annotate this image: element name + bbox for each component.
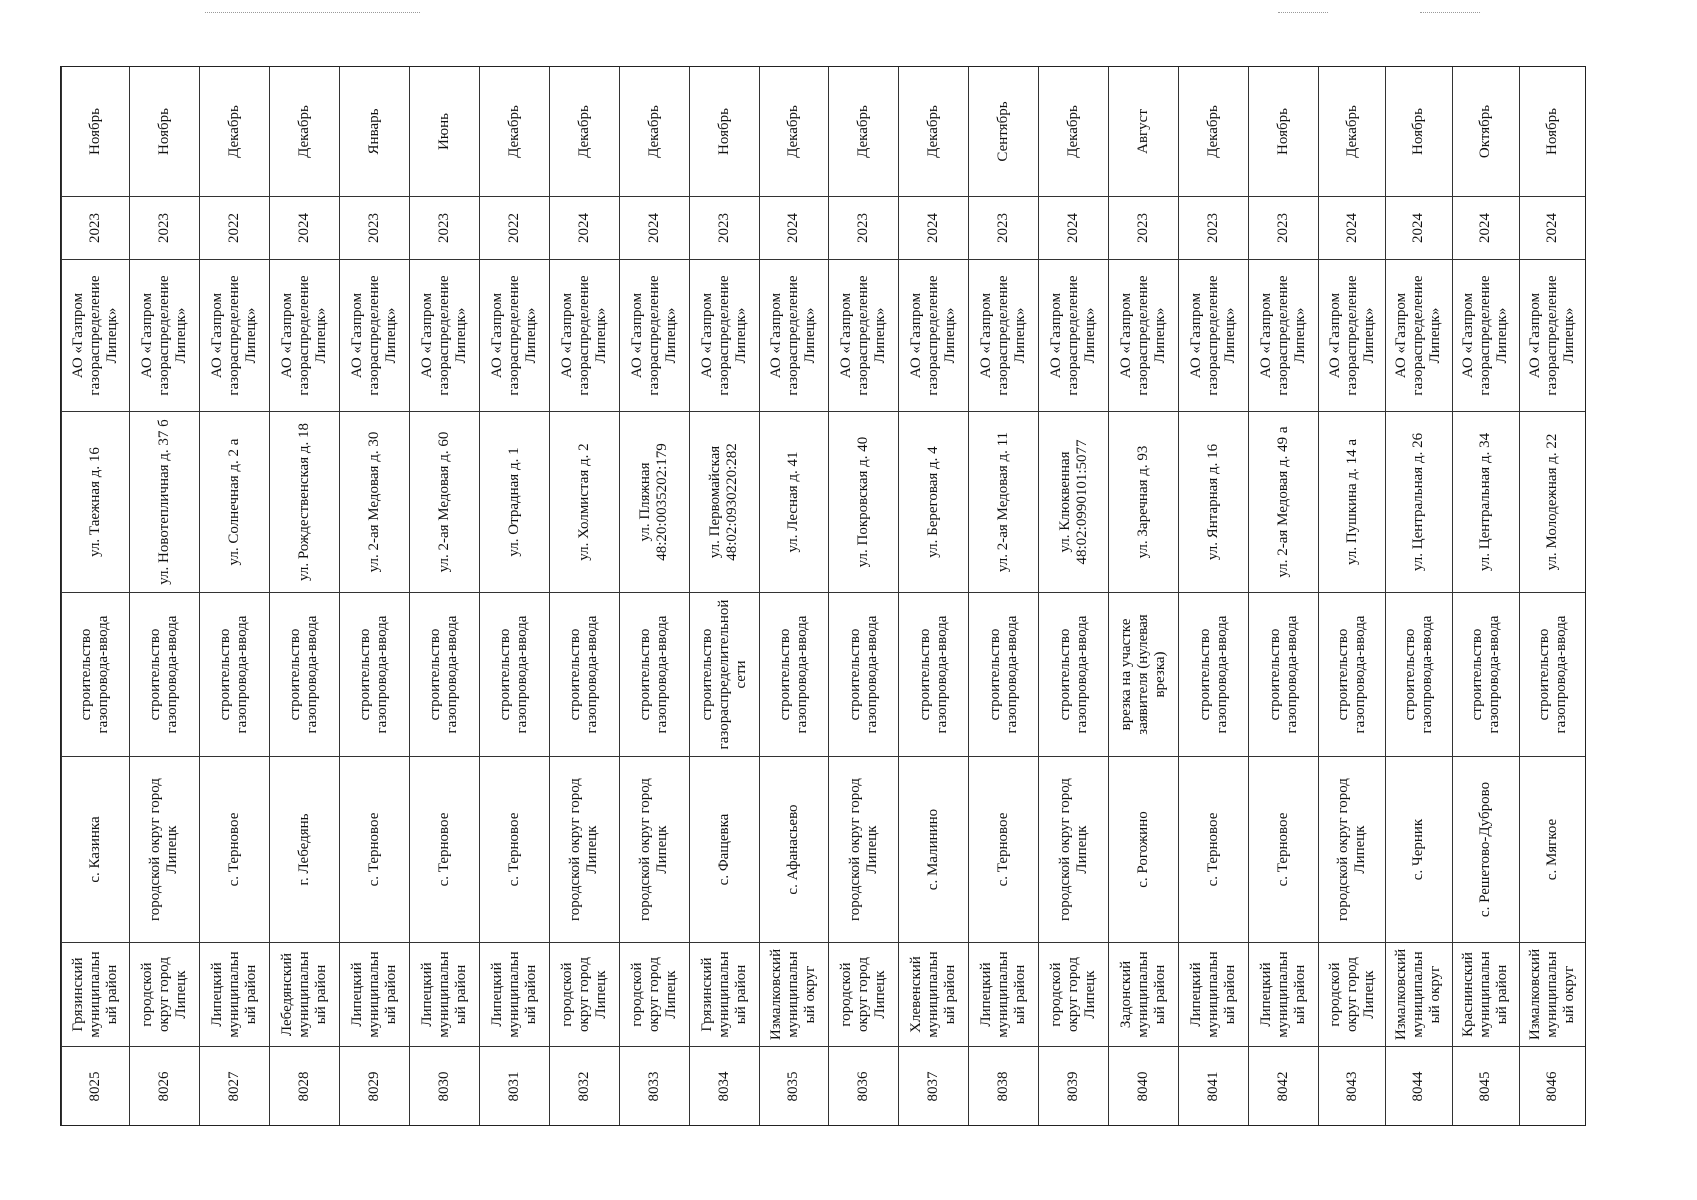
address-cell: ул. Рождественская д. 18	[269, 412, 339, 593]
locality-cell: с. Рогожино	[1109, 757, 1179, 943]
locality-cell: городской округ город Липецк	[619, 757, 689, 943]
organization-cell: АО «Газпром газораспределение Липецк»	[199, 260, 269, 412]
municipality-cell: Липецкий муниципальный район	[1179, 943, 1249, 1047]
address-cell: ул. Молодежная д. 22	[1519, 412, 1586, 593]
month-cell: Декабрь	[619, 67, 689, 197]
table-row	[549, 67, 619, 1127]
organization-cell: АО «Газпром газораспределение Липецк»	[1386, 260, 1453, 412]
table-row	[1179, 67, 1249, 1127]
month-cell: Ноябрь	[1519, 67, 1586, 197]
locality-cell: с. Черник	[1386, 757, 1453, 943]
work-type-cell: строительство газопровода-ввода	[1249, 593, 1319, 757]
row-number-cell: 8041	[1179, 1047, 1249, 1127]
month-cell: Декабрь	[479, 67, 549, 197]
year-cell: 2024	[619, 197, 689, 260]
month-cell: Декабрь	[269, 67, 339, 197]
table-row	[1109, 67, 1179, 1127]
table-row	[409, 67, 479, 1127]
year-cell: 2023	[409, 197, 479, 260]
organization-cell: АО «Газпром газораспределение Липецк»	[1452, 260, 1519, 412]
row-number-cell: 8033	[619, 1047, 689, 1127]
row-number-cell: 8025	[62, 1047, 130, 1127]
month-cell: Ноябрь	[62, 67, 130, 197]
work-type-cell: строительство газопровода-ввода	[339, 593, 409, 757]
address-cell: ул. Янтарная д. 16	[1179, 412, 1249, 593]
year-cell: 2024	[1452, 197, 1519, 260]
month-cell: Ноябрь	[129, 67, 199, 197]
year-cell: 2024	[549, 197, 619, 260]
organization-cell: АО «Газпром газораспределение Липецк»	[1319, 260, 1386, 412]
work-type-cell: строительство газопровода-ввода	[549, 593, 619, 757]
month-cell: Декабрь	[1039, 67, 1109, 197]
row-number-cell: 8038	[969, 1047, 1039, 1127]
organization-cell: АО «Газпром газораспределение Липецк»	[899, 260, 969, 412]
year-cell: 2024	[1519, 197, 1586, 260]
year-cell: 2024	[269, 197, 339, 260]
row-number-cell: 8029	[339, 1047, 409, 1127]
month-cell: Ноябрь	[689, 67, 759, 197]
municipality-cell: Хлевенский муниципальный район	[899, 943, 969, 1047]
municipality-cell: Измалковский муниципальный округ	[1386, 943, 1453, 1047]
address-cell: ул. Клюквенная 48:02:0990101:5077	[1039, 412, 1109, 593]
locality-cell: городской округ город Липецк	[129, 757, 199, 943]
address-cell: ул. Центральная д. 34	[1452, 412, 1519, 593]
row-number-cell: 8028	[269, 1047, 339, 1127]
month-cell: Декабрь	[759, 67, 829, 197]
organization-cell: АО «Газпром газораспределение Липецк»	[409, 260, 479, 412]
municipality-cell: Липецкий муниципальный район	[199, 943, 269, 1047]
address-cell: ул. Солнечная д. 2 а	[199, 412, 269, 593]
address-cell: ул. Центральная д. 26	[1386, 412, 1453, 593]
locality-cell: с. Терновое	[479, 757, 549, 943]
month-cell: Январь	[339, 67, 409, 197]
row-number-cell: 8026	[129, 1047, 199, 1127]
month-cell: Декабрь	[899, 67, 969, 197]
address-cell: ул. 2-ая Медовая д. 49 а	[1249, 412, 1319, 593]
locality-cell: с. Терновое	[199, 757, 269, 943]
municipality-cell: городской округ город Липецк	[549, 943, 619, 1047]
municipality-cell: Задонский муниципальный район	[1109, 943, 1179, 1047]
year-cell: 2023	[62, 197, 130, 260]
year-cell: 2023	[339, 197, 409, 260]
organization-cell: АО «Газпром газораспределение Липецк»	[689, 260, 759, 412]
locality-cell: с. Терновое	[1179, 757, 1249, 943]
work-type-cell: строительство газопровода-ввода	[1319, 593, 1386, 757]
month-cell: Октябрь	[1452, 67, 1519, 197]
locality-cell: городской округ город Липецк	[1319, 757, 1386, 943]
municipality-cell: Липецкий муниципальный район	[969, 943, 1039, 1047]
organization-cell: АО «Газпром газораспределение Липецк»	[549, 260, 619, 412]
municipality-cell: Липецкий муниципальный район	[1249, 943, 1319, 1047]
row-number-cell: 8030	[409, 1047, 479, 1127]
year-cell: 2023	[969, 197, 1039, 260]
locality-cell: городской округ город Липецк	[1039, 757, 1109, 943]
row-number-cell: 8035	[759, 1047, 829, 1127]
year-cell: 2024	[1039, 197, 1109, 260]
row-number-cell: 8031	[479, 1047, 549, 1127]
locality-cell: с. Мягкое	[1519, 757, 1586, 943]
scan-artifact-line	[1420, 12, 1480, 13]
locality-cell: с. Фащевка	[689, 757, 759, 943]
locality-cell: с. Терновое	[339, 757, 409, 943]
table-row	[829, 67, 899, 1127]
work-type-cell: строительство газопровода-ввода	[1519, 593, 1586, 757]
year-cell: 2023	[1109, 197, 1179, 260]
month-cell: Сентябрь	[969, 67, 1039, 197]
table-row	[479, 67, 549, 1127]
year-cell: 2024	[1386, 197, 1453, 260]
municipality-cell: Лебедянский муниципальный район	[269, 943, 339, 1047]
locality-cell: с. Терновое	[409, 757, 479, 943]
locality-cell: городской округ город Липецк	[549, 757, 619, 943]
table-row	[339, 67, 409, 1127]
organization-cell: АО «Газпром газораспределение Липецк»	[759, 260, 829, 412]
year-cell: 2024	[1319, 197, 1386, 260]
address-cell: ул. Первомайская 48:02:0930220:282	[689, 412, 759, 593]
organization-cell: АО «Газпром газораспределение Липецк»	[1249, 260, 1319, 412]
table-row	[969, 67, 1039, 1127]
work-type-cell: строительство газопровода-ввода	[759, 593, 829, 757]
address-cell: ул. Новотепличная д. 37 б	[129, 412, 199, 593]
organization-cell: АО «Газпром газораспределение Липецк»	[969, 260, 1039, 412]
address-cell: ул. Таежная д. 16	[62, 412, 130, 593]
row-number-cell: 8042	[1249, 1047, 1319, 1127]
work-type-cell: строительство газопровода-ввода	[1452, 593, 1519, 757]
month-cell: Декабрь	[199, 67, 269, 197]
locality-cell: с. Терновое	[1249, 757, 1319, 943]
work-type-cell: строительство газопровода-ввода	[409, 593, 479, 757]
organization-cell: АО «Газпром газораспределение Липецк»	[1039, 260, 1109, 412]
month-cell: Декабрь	[1319, 67, 1386, 197]
address-cell: ул. Холмистая д. 2	[549, 412, 619, 593]
address-cell: ул. 2-ая Медовая д. 11	[969, 412, 1039, 593]
table-row	[269, 67, 339, 1127]
year-cell: 2022	[479, 197, 549, 260]
work-type-cell: строительство газопровода-ввода	[479, 593, 549, 757]
work-type-cell: строительство газопровода-ввода	[829, 593, 899, 757]
table-row	[759, 67, 829, 1127]
month-cell: Ноябрь	[1386, 67, 1453, 197]
table-row	[1319, 67, 1386, 1127]
work-type-cell: строительство газопровода-ввода	[899, 593, 969, 757]
work-type-cell: строительство газопровода-ввода	[1386, 593, 1453, 757]
scan-artifact-line	[205, 12, 420, 13]
year-cell: 2024	[899, 197, 969, 260]
organization-cell: АО «Газпром газораспределение Липецк»	[1179, 260, 1249, 412]
address-cell: ул. Отрадная д. 1	[479, 412, 549, 593]
municipality-cell: городской округ город Липецк	[129, 943, 199, 1047]
municipality-cell: городской округ город Липецк	[619, 943, 689, 1047]
address-cell: ул. 2-ая Медовая д. 60	[409, 412, 479, 593]
scan-artifact-line	[1278, 12, 1328, 13]
year-cell: 2023	[689, 197, 759, 260]
table-row	[1452, 67, 1519, 1127]
municipality-cell: Измалковский муниципальный округ	[759, 943, 829, 1047]
table-row	[1386, 67, 1453, 1127]
organization-cell: АО «Газпром газораспределение Липецк»	[269, 260, 339, 412]
municipality-cell: Грязинский муниципальный район	[62, 943, 130, 1047]
table-row	[619, 67, 689, 1127]
year-cell: 2022	[199, 197, 269, 260]
row-number-cell: 8046	[1519, 1047, 1586, 1127]
table-row	[1039, 67, 1109, 1127]
work-type-cell: строительство газопровода-ввода	[129, 593, 199, 757]
month-cell: Июнь	[409, 67, 479, 197]
address-cell: ул. Покровская д. 40	[829, 412, 899, 593]
work-type-cell: врезка на участке заявителя (нулевая врезка)	[1109, 593, 1179, 757]
address-cell: ул. Береговая д. 4	[899, 412, 969, 593]
row-number-cell: 8040	[1109, 1047, 1179, 1127]
work-type-cell: строительство газопровода-ввода	[619, 593, 689, 757]
address-cell: ул. Лесная д. 41	[759, 412, 829, 593]
year-cell: 2023	[1179, 197, 1249, 260]
document-sheet	[60, 66, 1586, 1126]
locality-cell: с. Терновое	[969, 757, 1039, 943]
address-cell: ул. 2-ая Медовая д. 30	[339, 412, 409, 593]
organization-cell: АО «Газпром газораспределение Липецк»	[339, 260, 409, 412]
row-number-cell: 8027	[199, 1047, 269, 1127]
organization-cell: АО «Газпром газораспределение Липецк»	[619, 260, 689, 412]
municipality-cell: Грязинский муниципальный район	[689, 943, 759, 1047]
organization-cell: АО «Газпром газораспределение Липецк»	[1109, 260, 1179, 412]
table-row	[1249, 67, 1319, 1127]
year-cell: 2023	[1249, 197, 1319, 260]
municipality-cell: городской округ город Липецк	[1319, 943, 1386, 1047]
work-type-cell: строительство газопровода-ввода	[969, 593, 1039, 757]
locality-cell: г. Лебедянь	[269, 757, 339, 943]
table-row	[1519, 67, 1586, 1127]
municipality-cell: Липецкий муниципальный район	[339, 943, 409, 1047]
organization-cell: АО «Газпром газораспределение Липецк»	[129, 260, 199, 412]
table-row	[689, 67, 759, 1127]
table-row	[62, 67, 130, 1127]
municipality-cell: Липецкий муниципальный район	[409, 943, 479, 1047]
gas-connection-table	[61, 66, 1586, 1126]
municipality-cell: Измалковский муниципальный округ	[1519, 943, 1586, 1047]
locality-cell: с. Малинино	[899, 757, 969, 943]
month-cell: Ноябрь	[1249, 67, 1319, 197]
row-number-cell: 8036	[829, 1047, 899, 1127]
month-cell: Декабрь	[1179, 67, 1249, 197]
row-number-cell: 8037	[899, 1047, 969, 1127]
table-body	[62, 67, 1587, 1127]
municipality-cell: Липецкий муниципальный район	[479, 943, 549, 1047]
organization-cell: АО «Газпром газораспределение Липецк»	[479, 260, 549, 412]
organization-cell: АО «Газпром газораспределение Липецк»	[829, 260, 899, 412]
work-type-cell: строительство газопровода-ввода	[62, 593, 130, 757]
month-cell: Декабрь	[549, 67, 619, 197]
table-row	[129, 67, 199, 1127]
row-number-cell: 8044	[1386, 1047, 1453, 1127]
table-row	[899, 67, 969, 1127]
organization-cell: АО «Газпром газораспределение Липецк»	[62, 260, 130, 412]
year-cell: 2023	[829, 197, 899, 260]
table-row	[199, 67, 269, 1127]
address-cell: ул. Пляжная 48:20:0035202:179	[619, 412, 689, 593]
municipality-cell: Краснинский муниципальный район	[1452, 943, 1519, 1047]
month-cell: Декабрь	[829, 67, 899, 197]
row-number-cell: 8039	[1039, 1047, 1109, 1127]
work-type-cell: строительство газопровода-ввода	[199, 593, 269, 757]
organization-cell: АО «Газпром газораспределение Липецк»	[1519, 260, 1586, 412]
month-cell: Август	[1109, 67, 1179, 197]
year-cell: 2024	[759, 197, 829, 260]
work-type-cell: строительство газопровода-ввода	[269, 593, 339, 757]
work-type-cell: строительство газораспределительной сети	[689, 593, 759, 757]
work-type-cell: строительство газопровода-ввода	[1039, 593, 1109, 757]
row-number-cell: 8043	[1319, 1047, 1386, 1127]
row-number-cell: 8045	[1452, 1047, 1519, 1127]
address-cell: ул. Пушкина д. 14 а	[1319, 412, 1386, 593]
address-cell: ул. Заречная д. 93	[1109, 412, 1179, 593]
year-cell: 2023	[129, 197, 199, 260]
locality-cell: городской округ город Липецк	[829, 757, 899, 943]
locality-cell: с. Решетово-Дуброво	[1452, 757, 1519, 943]
municipality-cell: городской округ город Липецк	[829, 943, 899, 1047]
row-number-cell: 8032	[549, 1047, 619, 1127]
municipality-cell: городской округ город Липецк	[1039, 943, 1109, 1047]
row-number-cell: 8034	[689, 1047, 759, 1127]
locality-cell: с. Афанасьево	[759, 757, 829, 943]
locality-cell: с. Казинка	[62, 757, 130, 943]
work-type-cell: строительство газопровода-ввода	[1179, 593, 1249, 757]
